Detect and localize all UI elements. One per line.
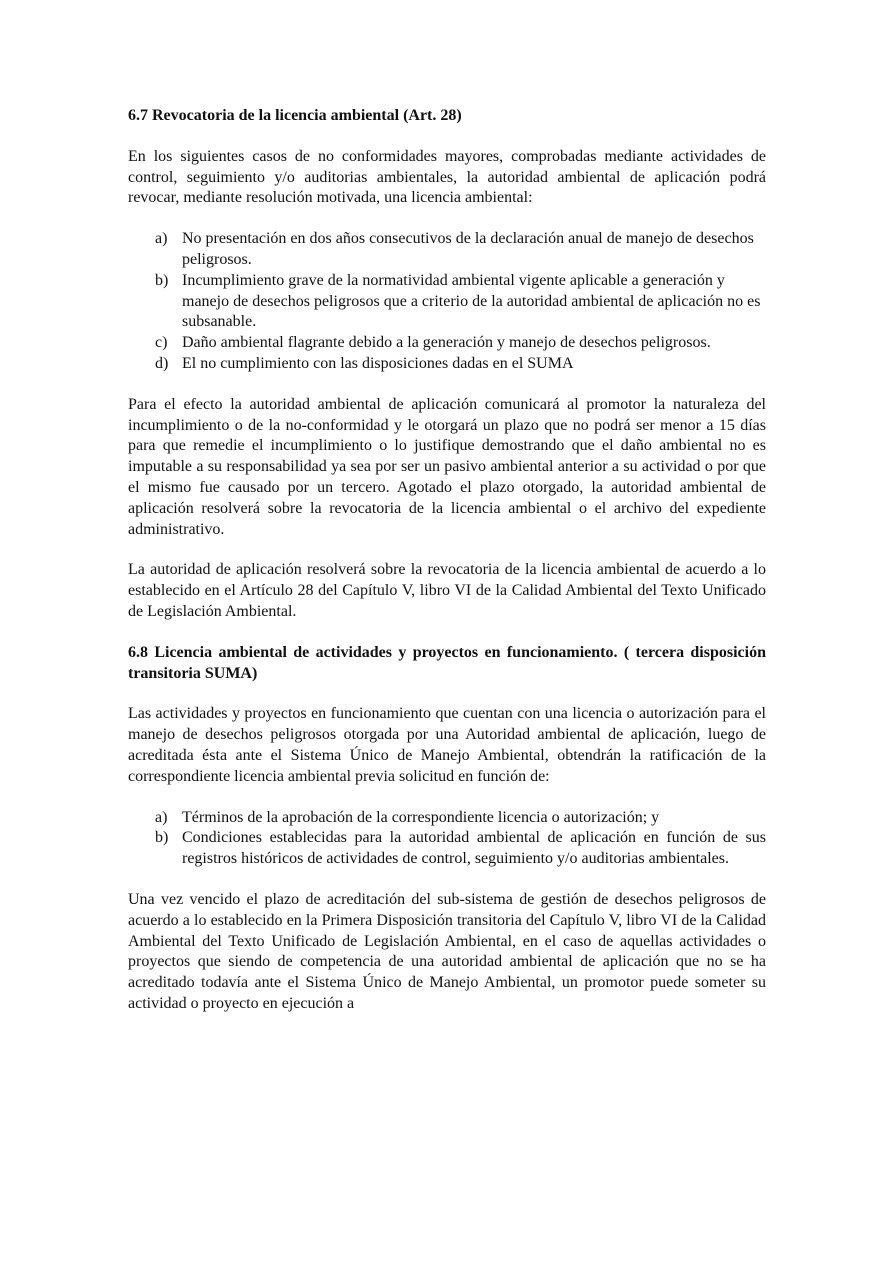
section-6-8-intro: Las actividades y proyectos en funcionamiento que cuentan con una licencia o autorización para el manejo de desechos peligrosos otorgada por una Autoridad ambiental de aplicación, luego de acreditada ésta ante el Sistema Único de Manejo Ambiental, obtendrán la ratificación de la correspondiente licencia ambiental previa solicitud en función de: [128,705,766,785]
section-heading-6-7: 6.7 Revocatoria de la licencia ambiental (Art. 28) [128,107,462,124]
list-marker: c) [155,334,168,352]
section-heading-6-8: 6.8 Licencia ambiental de actividades y proyectos en funcionamiento. ( tercera disposición transitoria SUMA) [128,643,766,682]
revocation-cases-list [128,229,766,375]
list-item-text: Términos de la aprobación de la correspondiente licencia o autorización; y [182,808,660,826]
list-item [155,229,766,271]
list-marker: d) [155,354,169,372]
list-item-text: Daño ambiental flagrante debido a la generación y manejo de desechos peligrosos. [182,334,711,352]
list-item-text: Condiciones establecidas para la autoridad ambiental de aplicación en función de sus registros históricos de actividades de control, seguimiento y/o auditorias ambientales. [182,829,766,868]
ratification-conditions-list [128,808,766,870]
list-item-text: Incumplimiento grave de la normatividad ambiental vigente aplicable a generación y manejo de desechos peligrosos que a criterio de la autoridad ambiental de aplicación no es subsanable. [182,271,761,331]
list-item-text: El no cumplimiento con las disposiciones dadas en el SUMA [182,354,574,372]
list-marker: a) [155,808,168,826]
list-marker: b) [155,271,169,289]
section-6-7-paragraph: La autoridad de aplicación resolverá sobre la revocatoria de la licencia ambiental de acuerdo a lo establecido en el Artículo 28 del Capítulo V, libro VI de la Calidad Ambiental del Texto Unificado de Legislación Ambiental. [128,561,766,620]
list-item-text: No presentación en dos años consecutivos de la declaración anual de manejo de desechos peligrosos. [182,230,754,268]
list-item [155,828,766,870]
list-item [155,271,766,333]
list-marker: a) [155,230,168,248]
list-item [155,808,766,829]
section-6-8-paragraph: Una vez vencido el plazo de acreditación del sub-sistema de gestión de desechos peligrosos de acuerdo a lo establecido en la Primera Disposición transitoria del Capítulo V, libro VI de la Calidad Ambiental del Texto Unificado de Legislación Ambiental, en el caso de aquellas actividades o proyectos que siendo de competencia de una autoridad ambiental de aplicación que no se ha acreditado todavía ante el Sistema Único de Manejo Ambiental, un promotor puede someter su actividad o proyecto en ejecución a [128,890,766,1012]
list-item [155,333,766,354]
document-page [128,106,766,1035]
list-marker: b) [155,829,169,847]
section-6-7-intro: En los siguientes casos de no conformidades mayores, comprobadas mediante actividades de control, seguimiento y/o auditorias ambientales, la autoridad ambiental de aplicación podrá revocar, mediante resolución motivada, una licencia ambiental: [128,147,766,207]
list-item [155,354,766,375]
section-6-7-paragraph: Para el efecto la autoridad ambiental de aplicación comunicará al promotor la naturaleza del incumplimiento o de la no-conformidad y le otorgará un plazo que no podrá ser menor a 15 días para que remedie el incumplimiento o lo justifique demostrando que el daño ambiental no es imputable a su responsabilidad ya sea por ser un pasivo ambiental anterior a su actividad o por que el mismo fue causado por un tercero. Agotado el plazo otorgado, la autoridad ambiental de aplicación resolverá sobre la revocatoria de la licencia ambiental o el archivo del expediente administrativo. [128,395,766,538]
